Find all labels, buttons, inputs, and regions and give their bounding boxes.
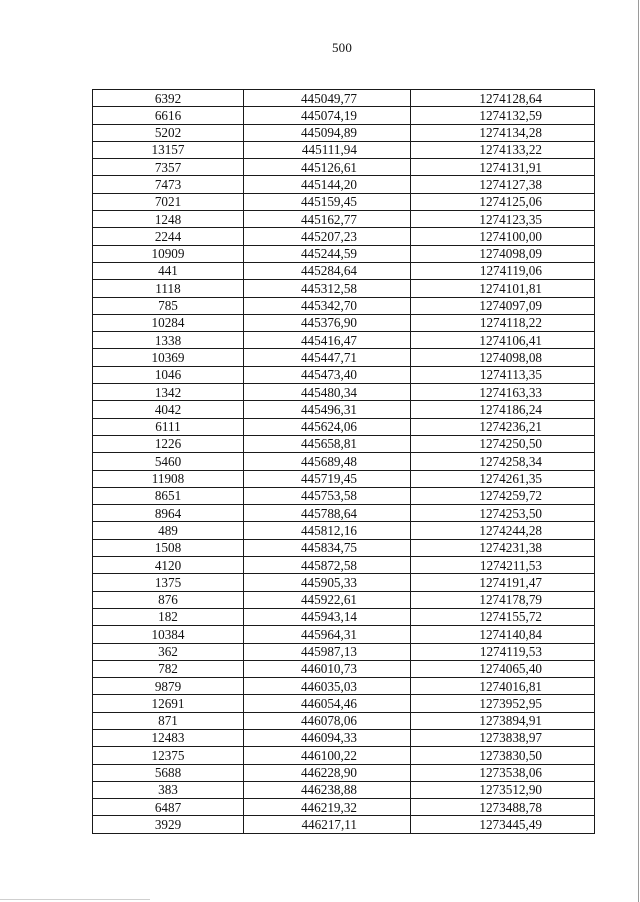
x-coordinate-cell: 445342,70	[244, 297, 411, 314]
x-coordinate-cell: 446228,90	[244, 764, 411, 781]
table-row	[93, 695, 595, 712]
table-row	[93, 211, 595, 228]
x-coordinate-cell: 445074,19	[244, 107, 411, 124]
y-coordinate-cell: 1274236,21	[411, 418, 595, 435]
table-row	[93, 107, 595, 124]
y-coordinate-cell: 1274125,06	[411, 193, 595, 210]
point-number-cell: 7357	[93, 159, 244, 176]
y-coordinate-cell: 1274098,09	[411, 245, 595, 262]
point-number-cell: 5688	[93, 764, 244, 781]
table-row	[93, 176, 595, 193]
x-coordinate-cell: 446217,11	[244, 816, 411, 833]
table-row	[93, 608, 595, 625]
y-coordinate-cell: 1273512,90	[411, 781, 595, 798]
y-coordinate-cell: 1273838,97	[411, 729, 595, 746]
point-number-cell: 4120	[93, 557, 244, 574]
point-number-cell: 7021	[93, 193, 244, 210]
table-row	[93, 418, 595, 435]
y-coordinate-cell: 1274253,50	[411, 505, 595, 522]
point-number-cell: 10369	[93, 349, 244, 366]
y-coordinate-cell: 1274133,22	[411, 141, 595, 158]
x-coordinate-cell: 445964,31	[244, 626, 411, 643]
x-coordinate-cell: 445447,71	[244, 349, 411, 366]
point-number-cell: 12691	[93, 695, 244, 712]
x-coordinate-cell: 445111,94	[244, 141, 411, 158]
table-row	[93, 245, 595, 262]
point-number-cell: 2244	[93, 228, 244, 245]
point-number-cell: 12483	[93, 729, 244, 746]
y-coordinate-cell: 1274016,81	[411, 678, 595, 695]
y-coordinate-cell: 1274123,35	[411, 211, 595, 228]
y-coordinate-cell: 1273952,95	[411, 695, 595, 712]
point-number-cell: 13157	[93, 141, 244, 158]
scan-artifact-line	[0, 899, 150, 900]
point-number-cell: 3929	[93, 816, 244, 833]
x-coordinate-cell: 445244,59	[244, 245, 411, 262]
point-number-cell: 4042	[93, 401, 244, 418]
x-coordinate-cell: 446078,06	[244, 712, 411, 729]
y-coordinate-cell: 1273445,49	[411, 816, 595, 833]
y-coordinate-cell: 1274132,59	[411, 107, 595, 124]
point-number-cell: 1118	[93, 280, 244, 297]
x-coordinate-cell: 446100,22	[244, 747, 411, 764]
table-row	[93, 314, 595, 331]
x-coordinate-cell: 445719,45	[244, 470, 411, 487]
x-coordinate-cell: 446054,46	[244, 695, 411, 712]
y-coordinate-cell: 1273538,06	[411, 764, 595, 781]
point-number-cell: 6616	[93, 107, 244, 124]
point-number-cell: 6392	[93, 90, 244, 107]
x-coordinate-cell: 445094,89	[244, 124, 411, 141]
x-coordinate-cell: 445753,58	[244, 487, 411, 504]
table-row	[93, 332, 595, 349]
table-row	[93, 816, 595, 833]
y-coordinate-cell: 1273488,78	[411, 799, 595, 816]
x-coordinate-cell: 445905,33	[244, 574, 411, 591]
x-coordinate-cell: 445312,58	[244, 280, 411, 297]
table-row	[93, 539, 595, 556]
table-row	[93, 193, 595, 210]
x-coordinate-cell: 445284,64	[244, 262, 411, 279]
point-number-cell: 782	[93, 660, 244, 677]
table-row	[93, 384, 595, 401]
point-number-cell: 1342	[93, 384, 244, 401]
point-number-cell: 182	[93, 608, 244, 625]
table-row	[93, 781, 595, 798]
table-row	[93, 366, 595, 383]
point-number-cell: 10384	[93, 626, 244, 643]
x-coordinate-cell: 445812,16	[244, 522, 411, 539]
x-coordinate-cell: 445834,75	[244, 539, 411, 556]
y-coordinate-cell: 1274186,24	[411, 401, 595, 418]
y-coordinate-cell: 1274191,47	[411, 574, 595, 591]
x-coordinate-cell: 445872,58	[244, 557, 411, 574]
y-coordinate-cell: 1274127,38	[411, 176, 595, 193]
y-coordinate-cell: 1274250,50	[411, 435, 595, 452]
x-coordinate-cell: 445049,77	[244, 90, 411, 107]
x-coordinate-cell: 445376,90	[244, 314, 411, 331]
table-row	[93, 591, 595, 608]
point-number-cell: 876	[93, 591, 244, 608]
page-edge	[638, 0, 639, 902]
x-coordinate-cell: 446010,73	[244, 660, 411, 677]
table-row	[93, 124, 595, 141]
coordinates-table	[92, 89, 595, 834]
point-number-cell: 1375	[93, 574, 244, 591]
x-coordinate-cell: 445416,47	[244, 332, 411, 349]
x-coordinate-cell: 446094,33	[244, 729, 411, 746]
table-row	[93, 487, 595, 504]
y-coordinate-cell: 1274155,72	[411, 608, 595, 625]
point-number-cell: 5460	[93, 453, 244, 470]
table-row	[93, 522, 595, 539]
y-coordinate-cell: 1274140,84	[411, 626, 595, 643]
point-number-cell: 5202	[93, 124, 244, 141]
x-coordinate-cell: 445943,14	[244, 608, 411, 625]
y-coordinate-cell: 1274118,22	[411, 314, 595, 331]
x-coordinate-cell: 445159,45	[244, 193, 411, 210]
point-number-cell: 12375	[93, 747, 244, 764]
point-number-cell: 8964	[93, 505, 244, 522]
y-coordinate-cell: 1274178,79	[411, 591, 595, 608]
point-number-cell: 6111	[93, 418, 244, 435]
x-coordinate-cell: 445689,48	[244, 453, 411, 470]
y-coordinate-cell: 1274134,28	[411, 124, 595, 141]
y-coordinate-cell: 1274100,00	[411, 228, 595, 245]
x-coordinate-cell: 446238,88	[244, 781, 411, 798]
coordinates-table-body	[93, 90, 595, 834]
point-number-cell: 1226	[93, 435, 244, 452]
point-number-cell: 10909	[93, 245, 244, 262]
table-row	[93, 453, 595, 470]
y-coordinate-cell: 1274131,91	[411, 159, 595, 176]
table-row	[93, 349, 595, 366]
x-coordinate-cell: 446035,03	[244, 678, 411, 695]
x-coordinate-cell: 445162,77	[244, 211, 411, 228]
y-coordinate-cell: 1274097,09	[411, 297, 595, 314]
y-coordinate-cell: 1274119,53	[411, 643, 595, 660]
point-number-cell: 6487	[93, 799, 244, 816]
table-row	[93, 297, 595, 314]
table-row	[93, 643, 595, 660]
table-row	[93, 574, 595, 591]
table-row	[93, 90, 595, 107]
x-coordinate-cell: 445480,34	[244, 384, 411, 401]
page-number: 500	[331, 40, 353, 55]
y-coordinate-cell: 1274106,41	[411, 332, 595, 349]
x-coordinate-cell: 445144,20	[244, 176, 411, 193]
y-coordinate-cell: 1274101,81	[411, 280, 595, 297]
point-number-cell: 9879	[93, 678, 244, 695]
table-row	[93, 712, 595, 729]
point-number-cell: 489	[93, 522, 244, 539]
point-number-cell: 1046	[93, 366, 244, 383]
table-row	[93, 505, 595, 522]
y-coordinate-cell: 1274098,08	[411, 349, 595, 366]
y-coordinate-cell: 1274128,64	[411, 90, 595, 107]
table-row	[93, 799, 595, 816]
table-row	[93, 626, 595, 643]
x-coordinate-cell: 445658,81	[244, 435, 411, 452]
table-row	[93, 435, 595, 452]
point-number-cell: 871	[93, 712, 244, 729]
y-coordinate-cell: 1274244,28	[411, 522, 595, 539]
y-coordinate-cell: 1274119,06	[411, 262, 595, 279]
table-row	[93, 729, 595, 746]
y-coordinate-cell: 1274113,35	[411, 366, 595, 383]
table-row	[93, 470, 595, 487]
point-number-cell: 362	[93, 643, 244, 660]
point-number-cell: 8651	[93, 487, 244, 504]
table-row	[93, 262, 595, 279]
point-number-cell: 383	[93, 781, 244, 798]
y-coordinate-cell: 1274261,35	[411, 470, 595, 487]
y-coordinate-cell: 1273894,91	[411, 712, 595, 729]
y-coordinate-cell: 1274259,72	[411, 487, 595, 504]
x-coordinate-cell: 445473,40	[244, 366, 411, 383]
x-coordinate-cell: 446219,32	[244, 799, 411, 816]
y-coordinate-cell: 1274231,38	[411, 539, 595, 556]
x-coordinate-cell: 445624,06	[244, 418, 411, 435]
x-coordinate-cell: 445126,61	[244, 159, 411, 176]
point-number-cell: 7473	[93, 176, 244, 193]
x-coordinate-cell: 445922,61	[244, 591, 411, 608]
table-row	[93, 764, 595, 781]
point-number-cell: 441	[93, 262, 244, 279]
x-coordinate-cell: 445987,13	[244, 643, 411, 660]
y-coordinate-cell: 1273830,50	[411, 747, 595, 764]
table-row	[93, 678, 595, 695]
y-coordinate-cell: 1274163,33	[411, 384, 595, 401]
y-coordinate-cell: 1274258,34	[411, 453, 595, 470]
table-row	[93, 401, 595, 418]
point-number-cell: 10284	[93, 314, 244, 331]
table-row	[93, 228, 595, 245]
table-row	[93, 660, 595, 677]
point-number-cell: 1338	[93, 332, 244, 349]
point-number-cell: 11908	[93, 470, 244, 487]
table-row	[93, 280, 595, 297]
point-number-cell: 785	[93, 297, 244, 314]
point-number-cell: 1248	[93, 211, 244, 228]
table-row	[93, 747, 595, 764]
table-row	[93, 159, 595, 176]
table-row	[93, 141, 595, 158]
point-number-cell: 1508	[93, 539, 244, 556]
x-coordinate-cell: 445788,64	[244, 505, 411, 522]
y-coordinate-cell: 1274065,40	[411, 660, 595, 677]
table-row	[93, 557, 595, 574]
y-coordinate-cell: 1274211,53	[411, 557, 595, 574]
x-coordinate-cell: 445496,31	[244, 401, 411, 418]
x-coordinate-cell: 445207,23	[244, 228, 411, 245]
